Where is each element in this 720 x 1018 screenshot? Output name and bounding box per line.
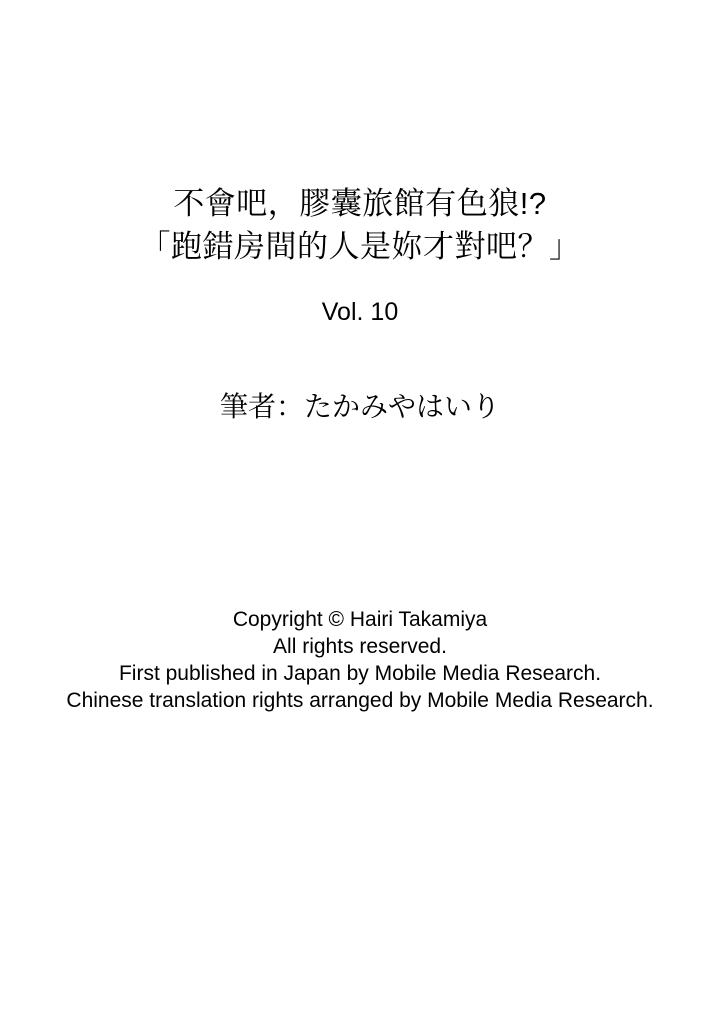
copyright-line-rights: All rights reserved. — [273, 635, 447, 658]
copyright-line-holder: Copyright © Hairi Takamiya — [232, 608, 488, 631]
series-title — [0, 182, 720, 268]
series-title-line-1: 不會吧，膠囊旅館有色狼!? — [173, 186, 547, 221]
copyright-line-translation: Chinese translation rights arranged by Mobile Media Research. — [66, 689, 654, 712]
copyright-line-first-published: First published in Japan by Mobile Media Research. — [118, 662, 602, 685]
series-title-line-2: 「跑錯房間的人是妳才對吧？」 — [139, 229, 581, 264]
copyright-block — [0, 606, 720, 714]
volume-label: Vol. 10 — [321, 298, 399, 326]
author-line: 筆者：たかみやはいり — [219, 391, 500, 422]
